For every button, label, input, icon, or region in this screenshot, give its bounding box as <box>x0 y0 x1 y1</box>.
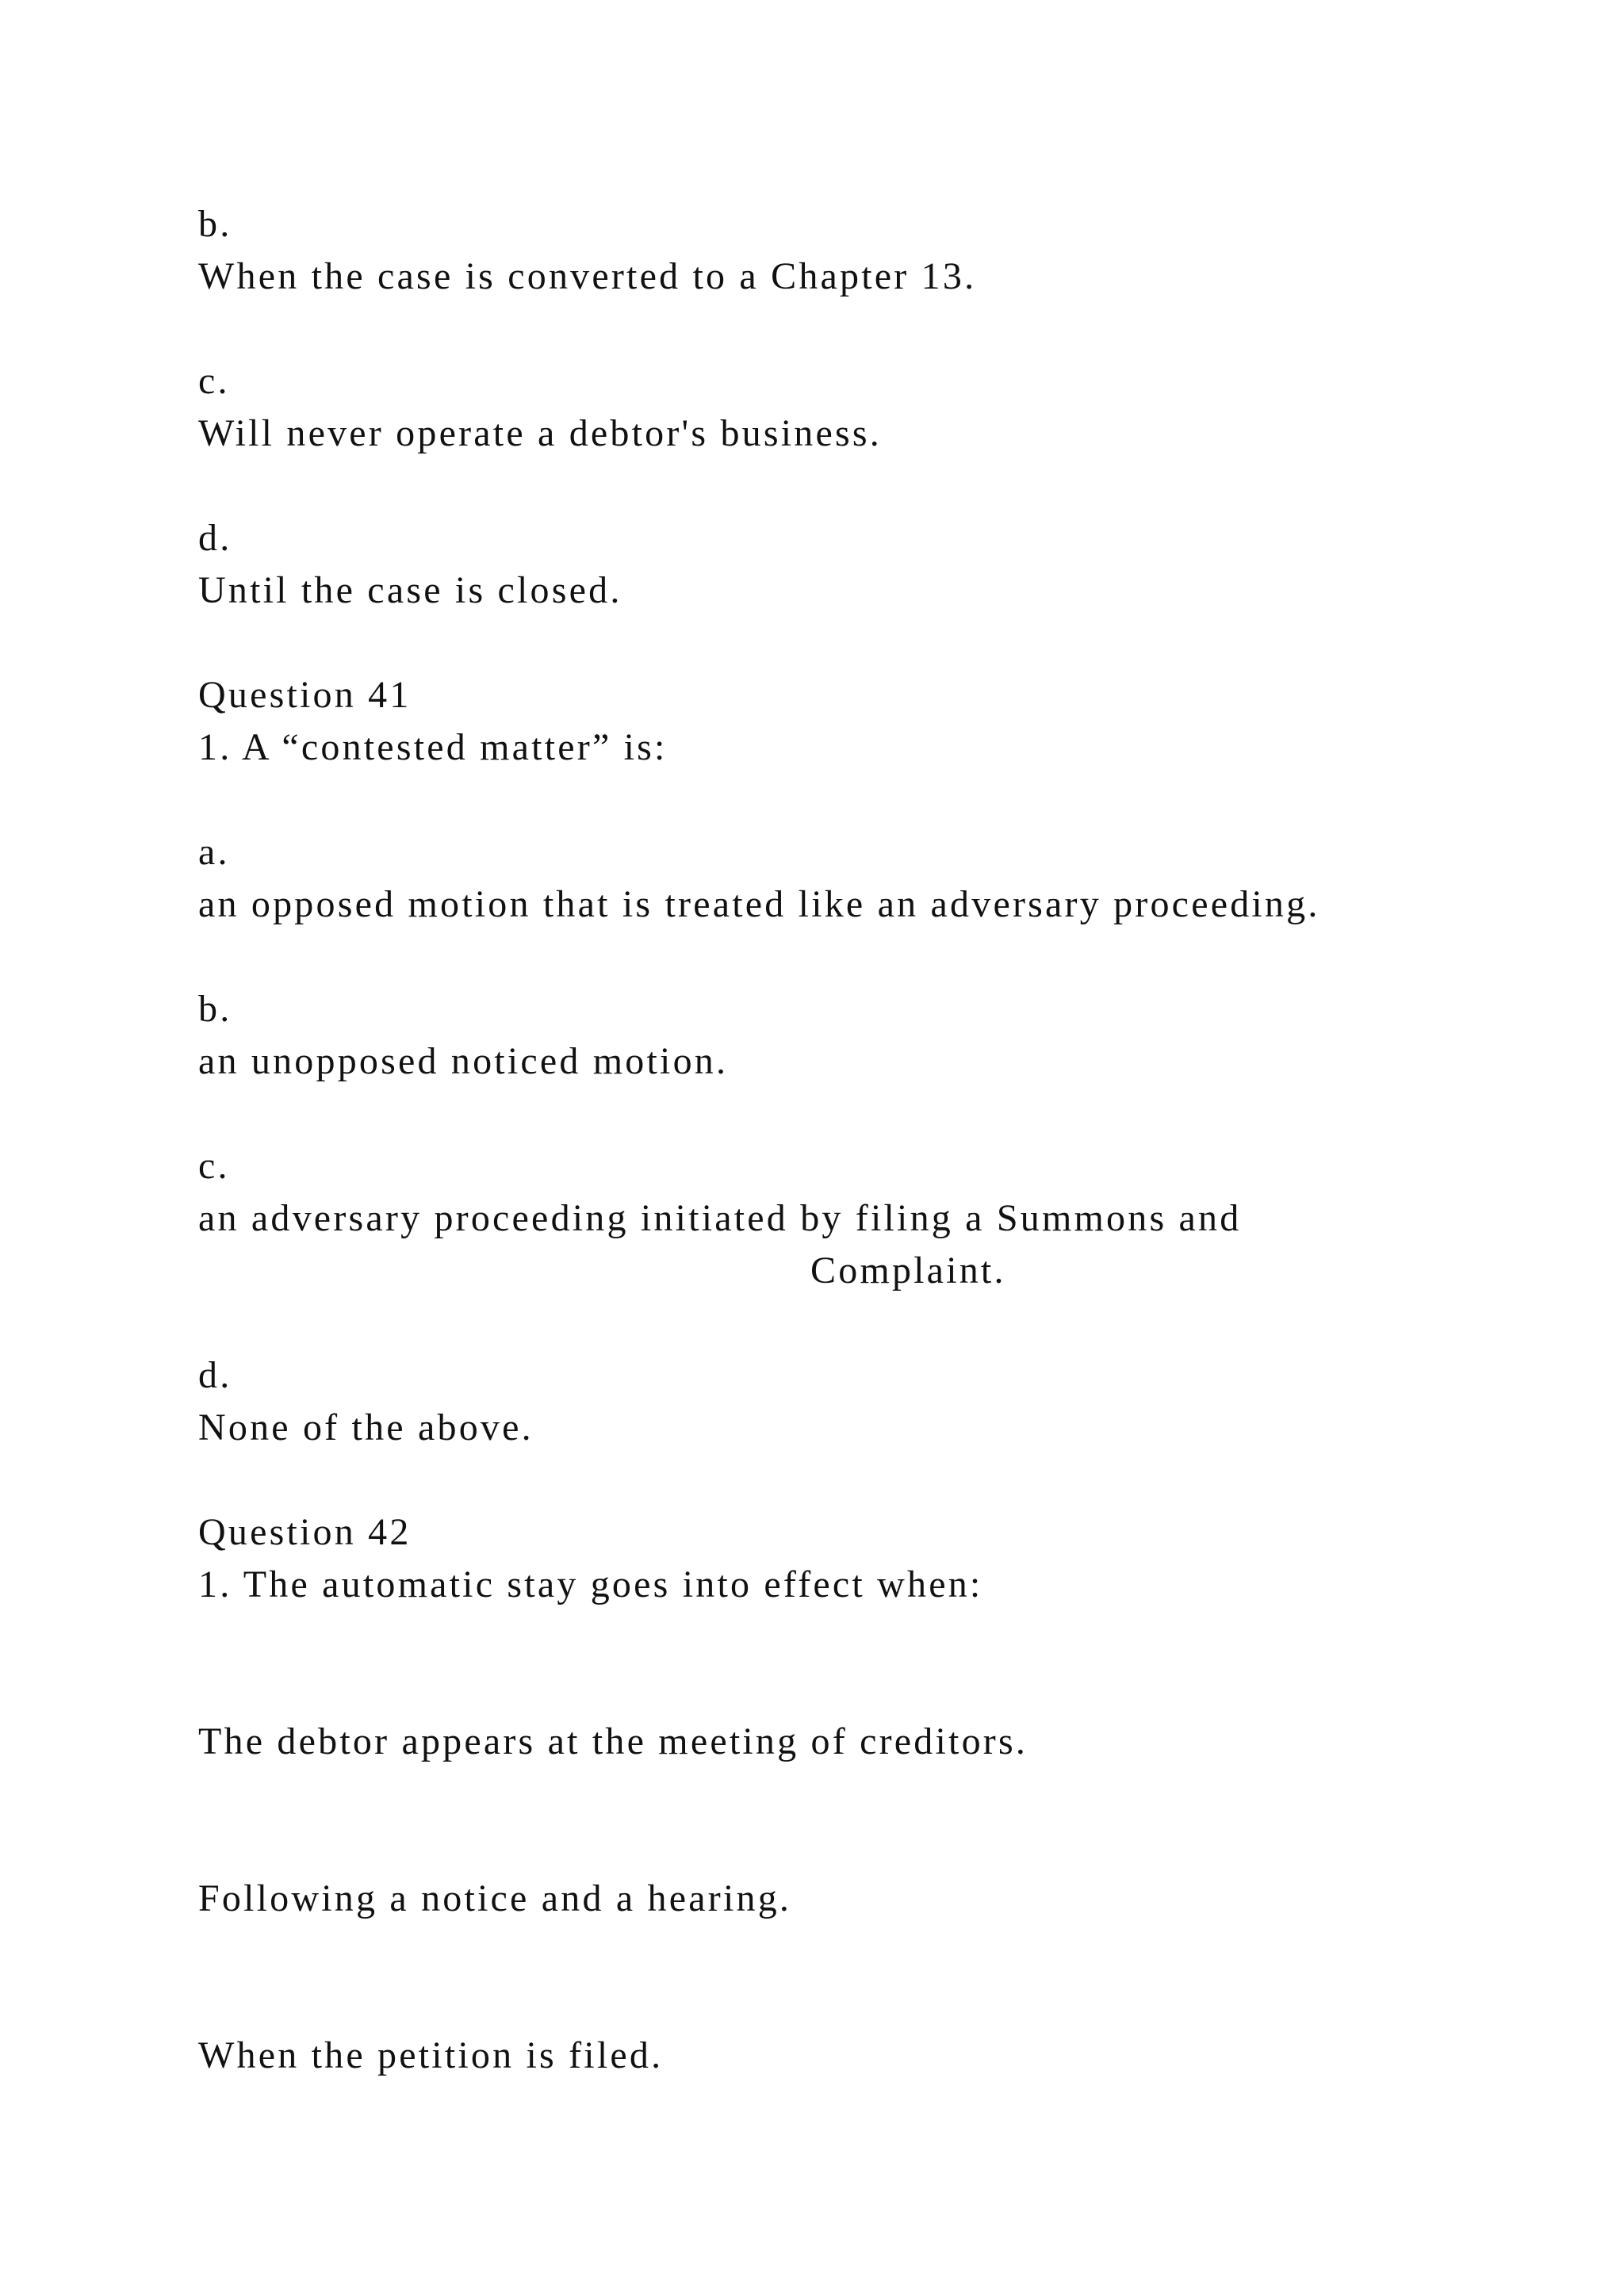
question-41-heading: Question 41 <box>198 674 412 716</box>
q41-option-b-text: an unopposed noticed motion. <box>198 1040 729 1082</box>
q41-option-d-letter: d. <box>198 1354 232 1396</box>
q42-option-1-text: The debtor appears at the meeting of creditors. <box>198 1720 1028 1762</box>
option-d-text: Until the case is closed. <box>198 569 622 611</box>
q41-option-a-text: an opposed motion that is treated like an adversary proceeding. <box>198 883 1320 925</box>
option-b-letter: b. <box>198 203 232 245</box>
question-41-prompt: 1. A “contested matter” is: <box>198 726 668 768</box>
option-d-letter: d. <box>198 517 232 559</box>
q41-option-c-text: an adversary proceeding initiated by filing a Summons and <box>198 1197 1242 1239</box>
q41-option-d-text: None of the above. <box>198 1406 534 1448</box>
q41-option-c-letter: c. <box>198 1145 230 1187</box>
q41-option-b-letter: b. <box>198 988 232 1030</box>
q42-option-2-text: Following a notice and a hearing. <box>198 1877 792 1919</box>
q42-option-3-text: When the petition is filed. <box>198 2034 664 2076</box>
option-c-letter: c. <box>198 360 230 402</box>
question-42-prompt: 1. The automatic stay goes into effect when: <box>198 1563 983 1605</box>
option-c-text: Will never operate a debtor's business. <box>198 412 882 454</box>
question-42-heading: Question 42 <box>198 1511 412 1553</box>
q41-option-a-letter: a. <box>198 831 230 873</box>
option-b-text: When the case is converted to a Chapter 13. <box>198 255 977 297</box>
q41-option-c-continuation: Complaint. <box>810 1249 1006 1292</box>
